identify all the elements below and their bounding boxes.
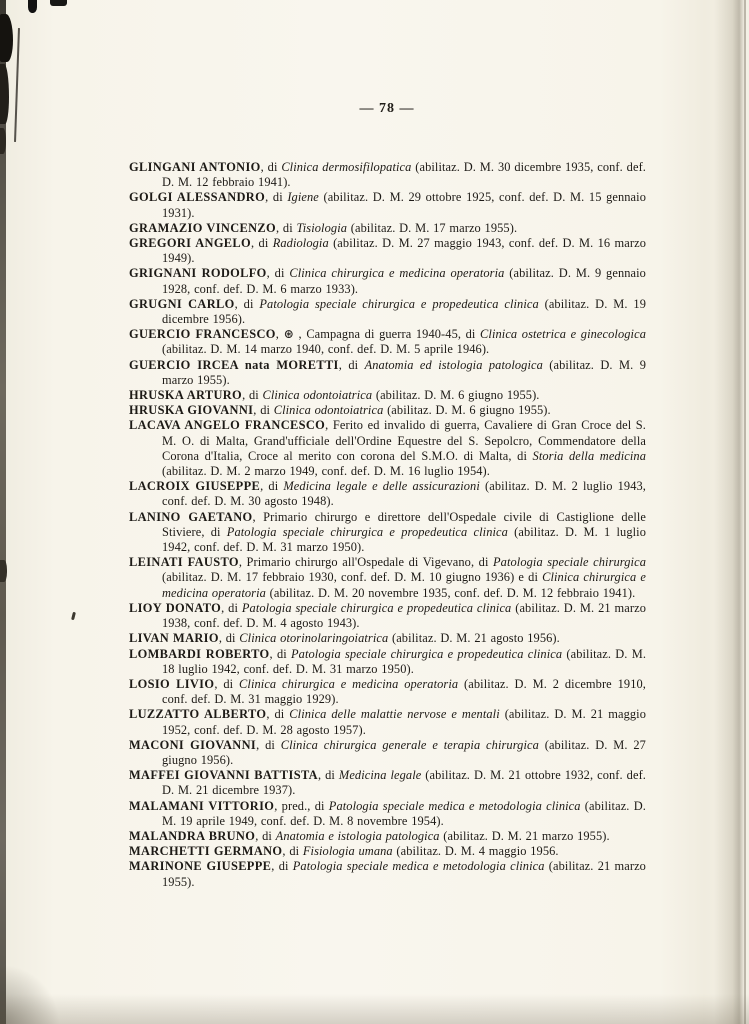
entry-text: (abilitaz. D. M. 18 luglio 1942, conf. def. D. M. 31 marzo 1950).: [162, 646, 647, 676]
entry-specialty: Radiologia: [272, 236, 329, 251]
entry-text: (abilitaz. D. M. 2 dicembre 1910, conf. def. D. M. 31 maggio 1929).: [162, 676, 646, 707]
entry-text: , di: [234, 296, 260, 311]
entry-name: GRUGNI CARLO: [129, 296, 235, 311]
scan-artifact: [28, 0, 37, 13]
entry-specialty: Clinica odontoiatrica: [273, 403, 384, 418]
directory-entry: [129, 510, 646, 556]
entry-specialty: Medicina legale: [338, 768, 422, 783]
directory-entry: [129, 297, 646, 327]
entry-name: HRUSKA ARTURO: [129, 388, 243, 403]
entry-specialty: Clinica chirurgica e medicina operatoria: [162, 570, 646, 600]
entry-text: , Primario chirurgo all'Ospedale di Vigevano, di: [238, 555, 493, 570]
directory-entry: [129, 738, 646, 768]
directory-entry: [129, 631, 646, 646]
entry-specialty: Medicina legale e delle assicurazioni: [283, 479, 480, 494]
entry-text: (abilitaz. D. M. 17 marzo 1955).: [347, 220, 518, 235]
entry-name: LOMBARDI ROBERTO: [129, 646, 270, 661]
entry-text: (abilitaz. D. M. 20 novembre 1935, conf. def. D. M. 12 febbraio 1941).: [265, 585, 636, 600]
entry-text: , di: [271, 859, 293, 874]
entry-name: LIVAN MARIO: [129, 631, 219, 646]
entry-text: (abilitaz. D. M. 21 marzo 1938, conf. def. D. M. 4 agosto 1943).: [162, 600, 646, 631]
entry-specialty: Storia della medicina: [532, 448, 646, 463]
entry-specialty: Clinica delle malattie nervose e mentali: [289, 707, 500, 722]
page-edge-shadow-bottom: [0, 994, 749, 1024]
entry-name: MAFFEI GIOVANNI BATTISTA: [129, 768, 318, 783]
entry-text: , di: [282, 844, 303, 859]
directory-entry: [129, 418, 646, 479]
entry-specialty: Patologia speciale chirurgica e propedeutica clinica: [241, 600, 512, 615]
directory-entry: [129, 601, 646, 631]
entry-text: (abilitaz. D. M. 21 marzo 1955).: [439, 828, 610, 843]
entry-text: (abilitaz. D. M. 29 ottobre 1925, conf. def. D. M. 15 gennaio 1931).: [162, 190, 646, 220]
entry-name: MACONI GIOVANNI: [129, 737, 257, 752]
entry-text: , pred., di: [274, 798, 329, 813]
entry-text: , Ferito ed invalido di guerra, Cavaliere di Gran Croce del S. M. O. di Malta, Grand'ufficiale dell'Ordine Equestre del S. Sepolcro, Commendatore della Corona d'Italia, Croce al merito con corona del S.M.O. di Malta, di: [162, 418, 646, 463]
page-edge-line: [744, 0, 746, 1024]
entry-text: (abilitaz. D. M. 30 dicembre 1935, conf. def. D. M. 12 febbraio 1941).: [162, 160, 646, 190]
entry-text: (abilitaz. D. M. 27 giugno 1956).: [162, 737, 646, 767]
entry-text: , di: [251, 236, 273, 251]
entry-specialty: Clinica dermosifilopatica: [281, 160, 412, 174]
entry-text: (abilitaz. D. M. 9 gennaio 1928, conf. def. D. M. 6 marzo 1933).: [162, 266, 646, 296]
directory-entry: [129, 160, 646, 190]
entry-text: (abilitaz. D. M. 2 marzo 1949, conf. def. D. M. 16 luglio 1954).: [162, 464, 490, 479]
directory-entry: [129, 358, 646, 388]
entry-text: , di: [265, 190, 288, 205]
entry-text: (abilitaz. D. M. 21 ottobre 1932, conf. def. D. M. 21 dicembre 1937).: [162, 768, 646, 798]
entry-specialty: Clinica chirurgica generale e terapia chirurgica: [280, 737, 539, 752]
entry-name: GLINGANI ANTONIO: [129, 160, 261, 174]
scan-artifact: [0, 64, 9, 124]
entry-text: (abilitaz. D. M. 19 dicembre 1956).: [162, 296, 646, 327]
entry-name: LANINO GAETANO: [129, 509, 253, 524]
directory-entry: [129, 707, 646, 737]
page-edge-shadow-right: [714, 0, 744, 1024]
entry-text: , di: [317, 768, 339, 783]
entry-text: (abilitaz. D. M. 6 giugno 1955).: [383, 403, 551, 418]
entry-text: , di: [256, 737, 281, 752]
directory-entry: [129, 327, 646, 357]
entry-text: , di: [221, 600, 242, 615]
entry-specialty: Clinica chirurgica e medicina operatoria: [239, 676, 459, 691]
entry-name: GUERCIO FRANCESCO: [129, 327, 276, 342]
entry-text: , Campagna di guerra 1940-45, di: [293, 327, 481, 342]
scan-artifact: [71, 612, 76, 620]
entry-name: MARINONE GIUSEPPE: [129, 859, 272, 874]
scan-artifact: [50, 0, 67, 6]
directory-entry: [129, 829, 646, 844]
entry-specialty: Fisiologia umana: [302, 844, 393, 859]
scan-artifact: [0, 14, 13, 62]
entry-name: LIOY DONATO: [129, 600, 222, 615]
entry-name: MARCHETTI GERMANO: [129, 844, 283, 859]
entry-text: , di: [266, 266, 290, 281]
binding-shadow-left: [0, 0, 6, 1024]
entry-text: (abilitaz. D. M. 9 marzo 1955).: [162, 357, 646, 387]
entry-specialty: Clinica chirurgica e medicina operatoria: [289, 266, 505, 281]
directory-entry: [129, 799, 646, 829]
directory-entry: [129, 479, 646, 509]
entry-text: , di: [269, 646, 291, 661]
entry-specialty: Tisiologia: [296, 220, 348, 235]
corner-shadow: [0, 964, 60, 1024]
entry-text: , di: [266, 707, 290, 722]
war-merit-icon: ⊛: [283, 327, 294, 342]
scan-artifact: [0, 560, 7, 582]
page-number: — 78 —: [359, 101, 415, 116]
entry-specialty: Patologia speciale chirurgica e propedeutica clinica: [291, 646, 563, 661]
entry-name: GOLGI ALESSANDRO: [129, 190, 266, 205]
entry-text: , di: [214, 676, 240, 691]
directory-entry: [129, 190, 646, 220]
scan-artifact: [14, 28, 20, 142]
directory-entry: [129, 859, 646, 889]
entry-text: , Primario chirurgo e direttore dell'Ospedale civile di Castiglione delle Stiviere, di: [162, 509, 647, 539]
entry-text: (abilitaz. D. M. 2 luglio 1943, conf. def. D. M. 30 agosto 1948).: [162, 479, 646, 509]
directory-entry: [129, 555, 646, 601]
entry-text: , di: [255, 828, 276, 843]
entry-name: LACROIX GIUSEPPE: [129, 479, 261, 494]
directory-entry: [129, 266, 646, 296]
entry-text: (abilitaz. D. M. 4 maggio 1956.: [392, 844, 559, 859]
entry-text: , di: [218, 631, 240, 646]
entry-text: (abilitaz. D. M. 6 giugno 1955).: [372, 388, 540, 403]
scan-artifact: [0, 128, 6, 154]
entry-text: (abilitaz. D. M. 21 maggio 1952, conf. def. D. M. 28 agosto 1957).: [162, 707, 647, 737]
entry-text: , di: [276, 220, 297, 235]
entry-name: MALANDRA BRUNO: [129, 828, 256, 843]
entry-name: LUZZATTO ALBERTO: [129, 707, 267, 722]
directory-entry: [129, 677, 646, 707]
entry-text: (abilitaz. D. M. 21 agosto 1956).: [388, 631, 560, 646]
entry-name: GRAMAZIO VINCENZO: [129, 220, 277, 235]
entry-specialty: Clinica ostetrica e ginecologica: [480, 327, 646, 342]
directory-list: [129, 160, 646, 890]
entry-specialty: Patologia speciale chirurgica: [492, 555, 646, 570]
entry-name: HRUSKA GIOVANNI: [129, 403, 254, 418]
entry-specialty: Igiene: [287, 190, 319, 205]
entry-text: , di: [260, 160, 282, 174]
entry-name: GREGORI ANGELO: [129, 236, 252, 251]
entry-specialty: Anatomia ed istologia patologica: [364, 357, 543, 372]
entry-specialty: Clinica otorinolaringoiatrica: [239, 631, 389, 646]
entry-text: (abilitaz. D. M. 27 maggio 1943, conf. def. D. M. 16 marzo 1949).: [162, 236, 646, 266]
entry-specialty: Patologia speciale chirurgica e propedeutica clinica: [226, 524, 508, 539]
entry-specialty: Patologia speciale chirurgica e propedeutica clinica: [259, 296, 539, 311]
directory-entry: [129, 236, 646, 266]
entry-text: ,: [275, 327, 284, 342]
entry-text: (abilitaz. D. M. 1 luglio 1942, conf. def. D. M. 31 marzo 1950).: [162, 524, 646, 555]
entry-text: (abilitaz. D. M. 19 aprile 1949, conf. def. D. M. 8 novembre 1954).: [162, 798, 646, 828]
entry-specialty: Anatomia e istologia patologica: [275, 828, 440, 843]
entry-name: LEINATI FAUSTO: [129, 555, 239, 570]
entry-name: LOSIO LIVIO: [129, 676, 215, 691]
entry-text: (abilitaz. D. M. 17 febbraio 1930, conf. def. D. M. 10 giugno 1936) e di: [162, 570, 543, 585]
entry-name: LACAVA ANGELO FRANCESCO: [129, 418, 326, 433]
entry-text: (abilitaz. D. M. 14 marzo 1940, conf. def. D. M. 5 aprile 1946).: [162, 342, 490, 357]
entry-text: , di: [242, 388, 263, 403]
directory-entry: [129, 388, 646, 403]
directory-entry: [129, 647, 646, 677]
entry-name: GUERCIO IRCEA nata MORETTI: [129, 357, 339, 372]
entry-name: GRIGNANI RODOLFO: [129, 266, 267, 281]
entry-specialty: Patologia speciale medica e metodologia clinica: [292, 859, 545, 874]
entry-specialty: Clinica odontoiatrica: [262, 388, 373, 403]
entry-text: , di: [253, 403, 274, 418]
entry-name: MALAMANI VITTORIO: [129, 798, 275, 813]
directory-entry: [129, 844, 646, 859]
directory-entry: [129, 221, 646, 236]
directory-entry: [129, 768, 646, 798]
entry-text: (abilitaz. 21 marzo 1955).: [162, 859, 646, 889]
entry-text: , di: [260, 479, 284, 494]
entry-text: , di: [338, 357, 365, 372]
directory-entry: [129, 403, 646, 418]
entry-specialty: Patologia speciale medica e metodologia clinica: [328, 798, 581, 813]
